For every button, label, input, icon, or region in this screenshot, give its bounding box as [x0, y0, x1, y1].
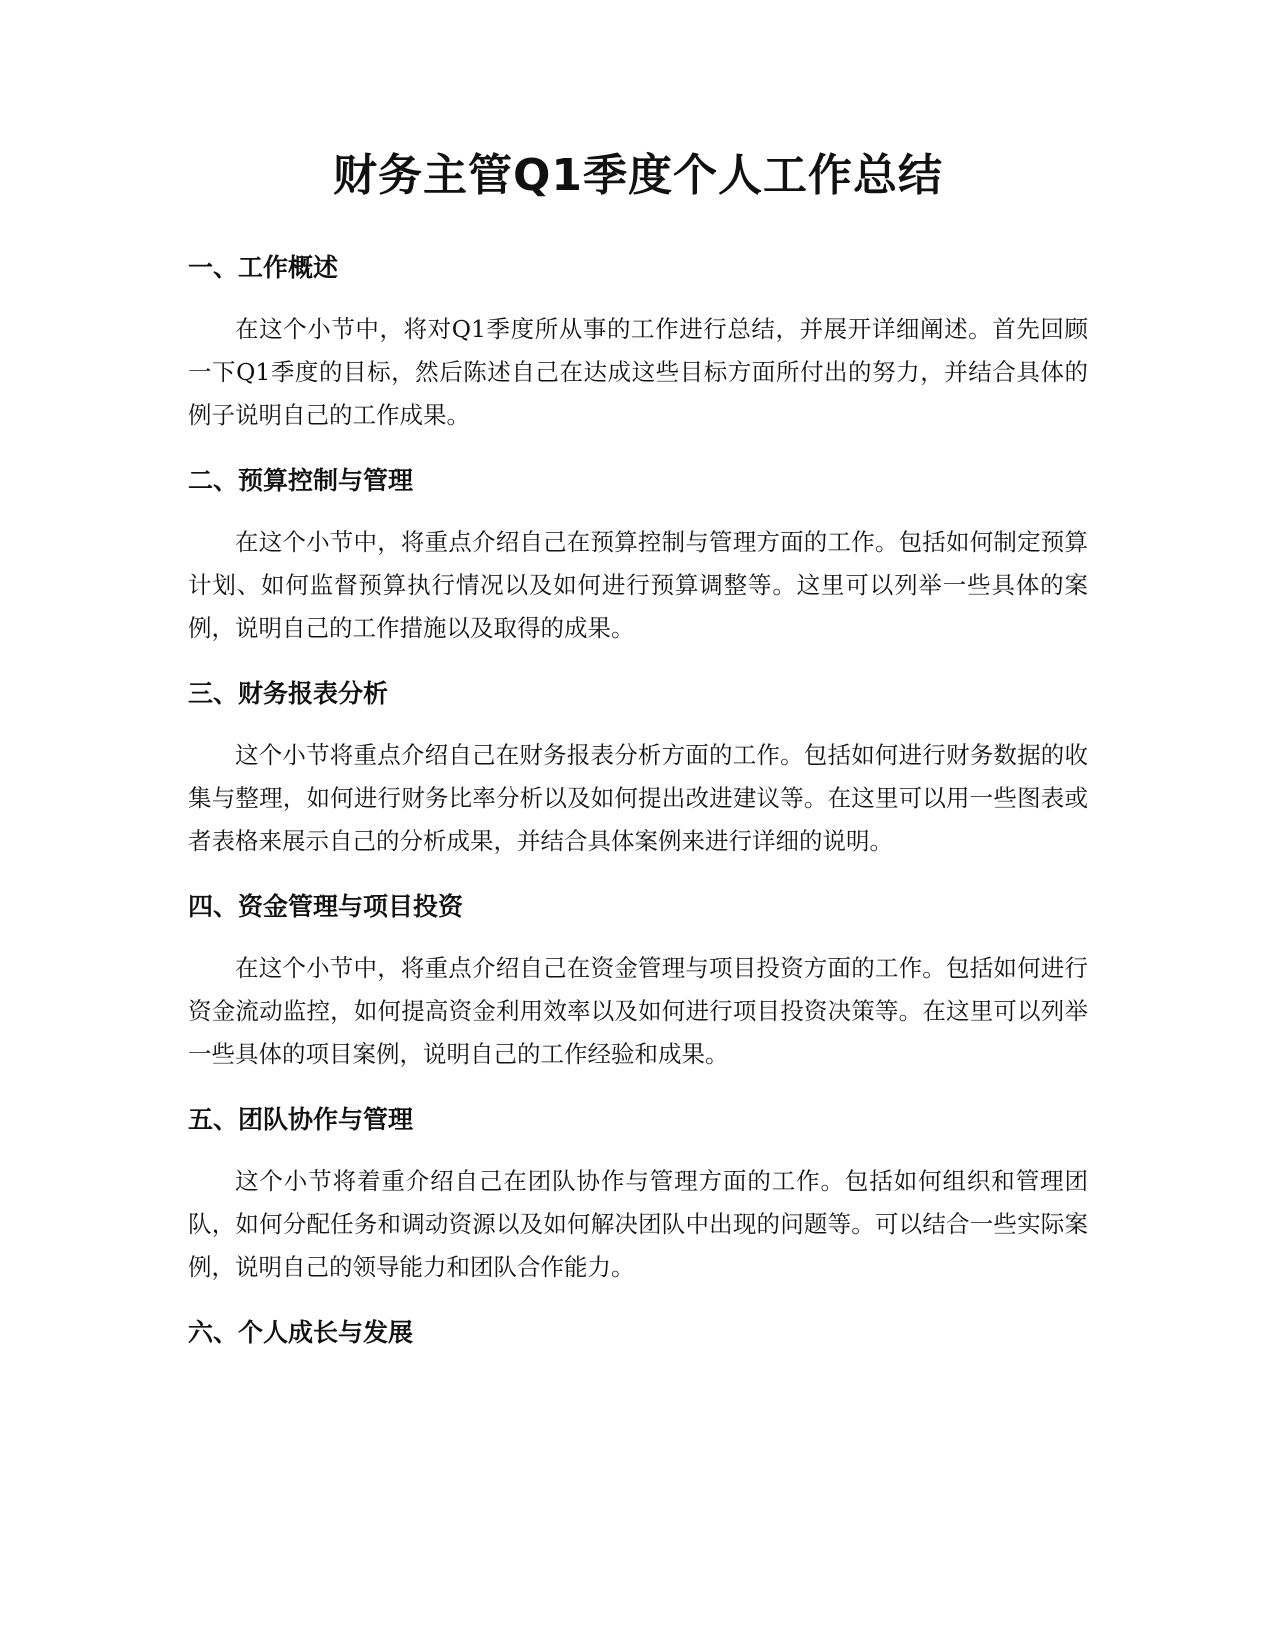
section-heading-overview: 一、工作概述: [188, 253, 339, 282]
section-body-financial-statements: 这个小节将重点介绍自己在财务报表分析方面的工作。包括如何进行财务数据的收集与整理，如何进行财务比率分析以及如何提出改进建议等。在这里可以用一些图表或者表格来展示自己的分析成果，并结合具体案例来进行详细的说明。: [188, 741, 1088, 855]
document-title: 财务主管Q1季度个人工作总结: [332, 150, 944, 201]
section-body-budget: 在这个小节中，将重点介绍自己在预算控制与管理方面的工作。包括如何制定预算计划、如何监督预算执行情况以及如何进行预算调整等。这里可以列举一些具体的案例，说明自己的工作措施以及取得的成果。: [188, 528, 1088, 642]
section-heading-financial-statements: 三、财务报表分析: [188, 679, 389, 708]
section-heading-funds-investment: 四、资金管理与项目投资: [188, 892, 464, 921]
section-body-overview: 在这个小节中，将对Q1季度所从事的工作进行总结，并展开详细阐述。首先回顾一下Q1季度的目标，然后陈述自己在达成这些目标方面所付出的努力，并结合具体的例子说明自己的工作成果。: [188, 315, 1088, 429]
section-body-funds-investment: 在这个小节中，将重点介绍自己在资金管理与项目投资方面的工作。包括如何进行资金流动监控，如何提高资金利用效率以及如何进行项目投资决策等。在这里可以列举一些具体的项目案例，说明自己的工作经验和成果。: [188, 954, 1088, 1068]
section-heading-team: 五、团队协作与管理: [188, 1105, 414, 1134]
document-content: [188, 148, 1088, 1351]
section-body-team: 这个小节将着重介绍自己在团队协作与管理方面的工作。包括如何组织和管理团队，如何分配任务和调动资源以及如何解决团队中出现的问题等。可以结合一些实际案例，说明自己的领导能力和团队合作能力。: [188, 1167, 1088, 1281]
section-heading-personal-growth: 六、个人成长与发展: [188, 1318, 414, 1347]
section-heading-budget: 二、预算控制与管理: [188, 466, 414, 495]
